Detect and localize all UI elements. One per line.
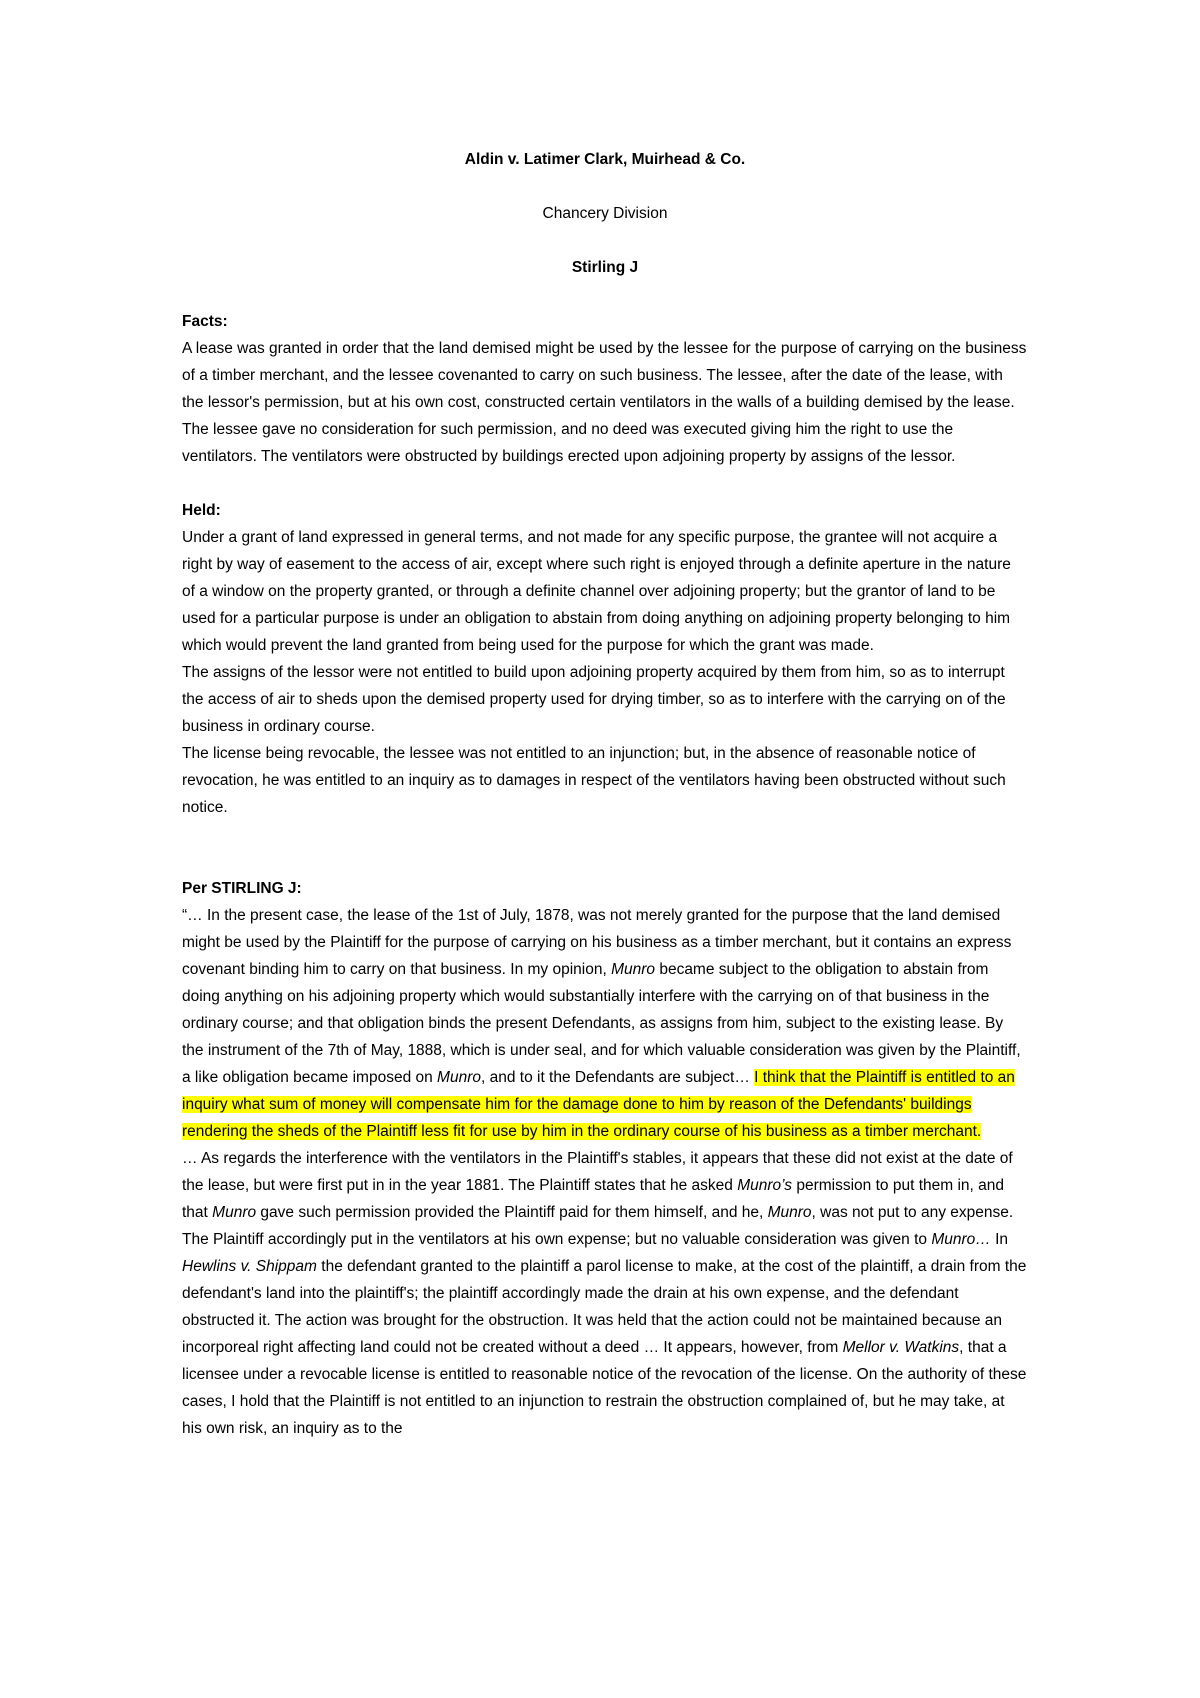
judgment-paragraph-1 (182, 902, 1028, 1145)
held-paragraph-2: The assigns of the lessor were not entitled to build upon adjoining property acquired by them from him, so as to interrupt the access of air to sheds upon the demised property used for drying timber, so as to interfere with the carrying on of the business in ordinary course. (182, 664, 1006, 735)
court-name: Chancery Division (542, 205, 668, 222)
case-title: Aldin v. Latimer Clark, Muirhead & Co. (464, 151, 746, 168)
judgment-text: gave such permission provided the Plaintiff paid for them himself, and he, (256, 1204, 768, 1221)
judgment-text: , that a licensee under a revocable license is entitled to reasonable notice of the revocation of the license. On the authority of these cases, I hold that the Plaintiff is not entitled to an injunction to restrain the obstruction complained of, but he may take, at his own risk, an inquiry as to the (182, 1339, 1027, 1437)
party-name-munro: Munro’s (737, 1177, 793, 1194)
document-page (182, 146, 1028, 1442)
judgment-text: , was not put to any expense. The Plaintiff accordingly put in the ventilators at his own expense; but no valuable consideration was given to (182, 1204, 1014, 1248)
judgment-text: , and to it the Defendants are subject… (480, 1069, 755, 1086)
judge-name: Stirling J (571, 259, 639, 276)
party-name-munro: Munro (611, 961, 656, 978)
facts-text: A lease was granted in order that the land demised might be used by the lessee for the purpose of carrying on the business of a timber merchant, and the lessee covenanted to carry on such business. The lessee, after the date of the lease, with the lessor's permission, but at his own cost, constructed certain ventilators in the walls of a building demised by the lease. The lessee gave no consideration for such permission, and no deed was executed giving him the right to use the ventilators. The ventilators were obstructed by buildings erected upon adjoining property by assigns of the lessor. (182, 340, 1027, 465)
party-name-munro: Munro (767, 1204, 812, 1221)
highlighted-passage: I think that the Plaintiff is entitled to an inquiry what sum of money will compensate him for the damage done to him by reason of the Defendants' buildings rendering the sheds of the Plaintiff less fit for use by him in the ordinary course of his business as a timber merchant. (182, 1069, 1015, 1140)
held-heading: Held: (182, 502, 221, 519)
judgment-text: In (990, 1231, 1008, 1248)
per-stirling-heading: Per STIRLING J: (182, 880, 302, 897)
party-name-munro: Munro (437, 1069, 481, 1086)
party-name-munro: Munro… (931, 1231, 991, 1248)
judgment-text: permission to put them in, and that (182, 1177, 1004, 1221)
judgment-text: became subject to the obligation to abstain from doing anything on his adjoining property which would substantially interfere with the carrying on of that business in the ordinary course; and that obligation binds the present Defendants, as assigns from him, subject to the existing lease. By the instrument of the 7th of May, 1888, which is under seal, and for which valuable consideration was given by the Plaintiff, a like obligation became imposed on (182, 961, 1021, 1086)
judgment-text: “… In the present case, the lease of the 1st of July, 1878, was not merely granted for the purpose that the land demised might be used by the Plaintiff for the purpose of carrying on his business as a timber merchant, but it contains an express covenant binding him to carry on that business. In my opinion, (182, 907, 1012, 978)
facts-heading: Facts: (182, 313, 228, 330)
judgment-paragraph-2 (182, 1145, 1028, 1442)
judgment-text: the defendant granted to the plaintiff a parol license to make, at the cost of the plaintiff, a drain from the defendant's land into the plaintiff's; the plaintiff accordingly made the drain at his own expense, and the defendant obstructed it. The action was brought for the obstruction. It was held that the action could not be maintained because an incorporeal right affecting land could not be created without a deed … It appears, however, from (182, 1258, 1027, 1356)
judgment-text: … As regards the interference with the ventilators in the Plaintiff's stables, it appears that these did not exist at the date of the lease, but were first put in in the year 1881. The Plaintiff states that he asked (182, 1150, 1013, 1194)
case-citation-mellor: Mellor v. Watkins (842, 1339, 960, 1356)
held-paragraph-3: The license being revocable, the lessee was not entitled to an injunction; but, in the absence of reasonable notice of revocation, he was entitled to an inquiry as to damages in respect of the ventilators having been obstructed without such notice. (182, 745, 1006, 816)
held-paragraph-1: Under a grant of land expressed in general terms, and not made for any specific purpose, the grantee will not acquire a right by way of easement to the access of air, except where such right is enjoyed through a definite aperture in the nature of a window on the property granted, or through a definite channel over adjoining property; but the grantor of land to be used for a particular purpose is under an obligation to abstain from doing anything on adjoining property belonging to him which would prevent the land granted from being used for the purpose for which the grant was made. (182, 529, 1011, 654)
party-name-munro: Munro (212, 1204, 257, 1221)
case-citation-hewlins: Hewlins v. Shippam (182, 1258, 317, 1275)
